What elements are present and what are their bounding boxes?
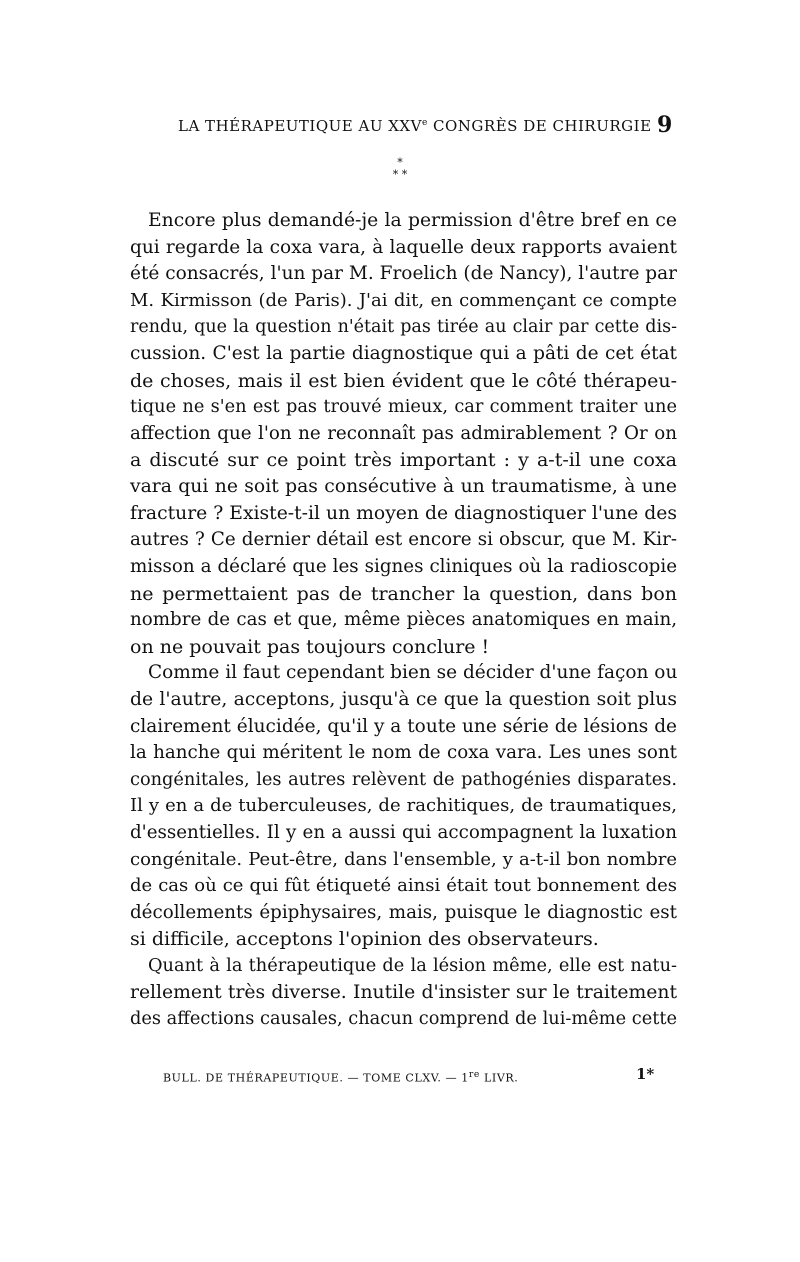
text-line: de cas où ce qui fût étiqueté ainsi était tout bonnement des [130, 875, 677, 897]
asterism-bottom: * * [392, 168, 408, 181]
running-head [178, 117, 652, 135]
text-line: affection que l'on ne reconnaît pas admirablement ? Or on [130, 422, 677, 444]
text-line: M. Kirmisson (de Paris). J'ai dit, en commençant ce compte [130, 289, 677, 311]
asterism-top: * [397, 156, 403, 169]
text-line: clairement élucidée, qu'il y a toute une série de lésions de [130, 715, 677, 737]
text-line: Comme il faut cependant bien se décider d'une façon ou [148, 662, 678, 684]
text-line: de l'autre, acceptons, jusqu'à ce que la question soit plus [130, 688, 677, 710]
footer-signature-line [163, 1069, 653, 1085]
text-line: décollements épiphysaires, mais, puisque le diagnostic est [130, 901, 677, 923]
text-line: Quant à la thérapeutique de la lésion même, elle est natu- [148, 956, 677, 977]
text-line: qui regarde la coxa vara, à laquelle deux rapports avaient [130, 236, 677, 258]
text-line: tique ne s'en est pas trouvé mieux, car comment traiter une [130, 397, 677, 418]
text-line: la hanche qui méritent le nom de coxa vara. Les unes sont [130, 742, 677, 764]
footer-text: BULL. DE THÉRAPEUTIQUE. — TOME CLXV. — 1 [163, 1071, 469, 1085]
text-line: cussion. C'est la partie diagnostique qui a pâti de cet état [130, 343, 677, 365]
text-line: rellement très diverse. Inutile d'insister sur le traitement [130, 981, 677, 1003]
running-head-superscript: e [421, 118, 428, 128]
page-number: 9 [657, 112, 673, 138]
text-line: Encore plus demandé-je la permission d'être bref en ce [148, 210, 677, 231]
text-line: a discuté sur ce point très important : y a-t-il une coxa [130, 449, 677, 472]
footer-tail: LIVR. [479, 1071, 519, 1085]
text-line: rendu, que la question n'était pas tirée au clair par cette dis- [130, 317, 677, 338]
text-line: on ne pouvait pas toujours conclure ! [130, 635, 490, 658]
text-line: si difficile, acceptons l'opinion des observateurs. [130, 928, 599, 951]
body-text [130, 208, 677, 1033]
text-line: congénitales, les autres relèvent de pathogénies disparates. [130, 769, 677, 790]
text-line: été consacrés, l'un par M. Froelich (de Nancy), l'autre par [130, 263, 677, 285]
text-line: des affections causales, chacun comprend de lui-même cette [130, 1009, 677, 1030]
text-line: de choses, mais il est bien évident que le côté thérapeu- [130, 369, 677, 392]
text-line: vara qui ne soit pas consécutive à un traumatisme, à une [130, 476, 677, 498]
text-line: Il y en a de tuberculeuses, de rachitiques, de traumatiques, [130, 795, 677, 817]
running-head-text: LA THÉRAPEUTIQUE AU XXV [178, 117, 422, 135]
text-line: ne permettaient pas de trancher la question, dans bon [130, 582, 677, 605]
text-line: autres ? Ce dernier détail est encore si obscur, que M. Kir- [130, 529, 677, 551]
text-line: misson a déclaré que les signes cliniques où la radioscopie [130, 555, 677, 577]
asterism-divider [380, 157, 420, 181]
text-line: fracture ? Existe-t-il un moyen de diagnostiquer l'une des [130, 502, 677, 524]
signature-mark: 1* [636, 1065, 655, 1083]
text-line: nombre de cas et que, même pièces anatomiques en main, [130, 609, 677, 631]
footer-superscript: re [468, 1069, 480, 1080]
text-line: d'essentielles. Il y en a aussi qui accompagnent la luxation [130, 822, 677, 844]
text-line: congénitale. Peut-être, dans l'ensemble, y a-t-il bon nombre [130, 848, 677, 870]
running-head-tail: CONGRÈS DE CHIRURGIE [427, 117, 652, 135]
